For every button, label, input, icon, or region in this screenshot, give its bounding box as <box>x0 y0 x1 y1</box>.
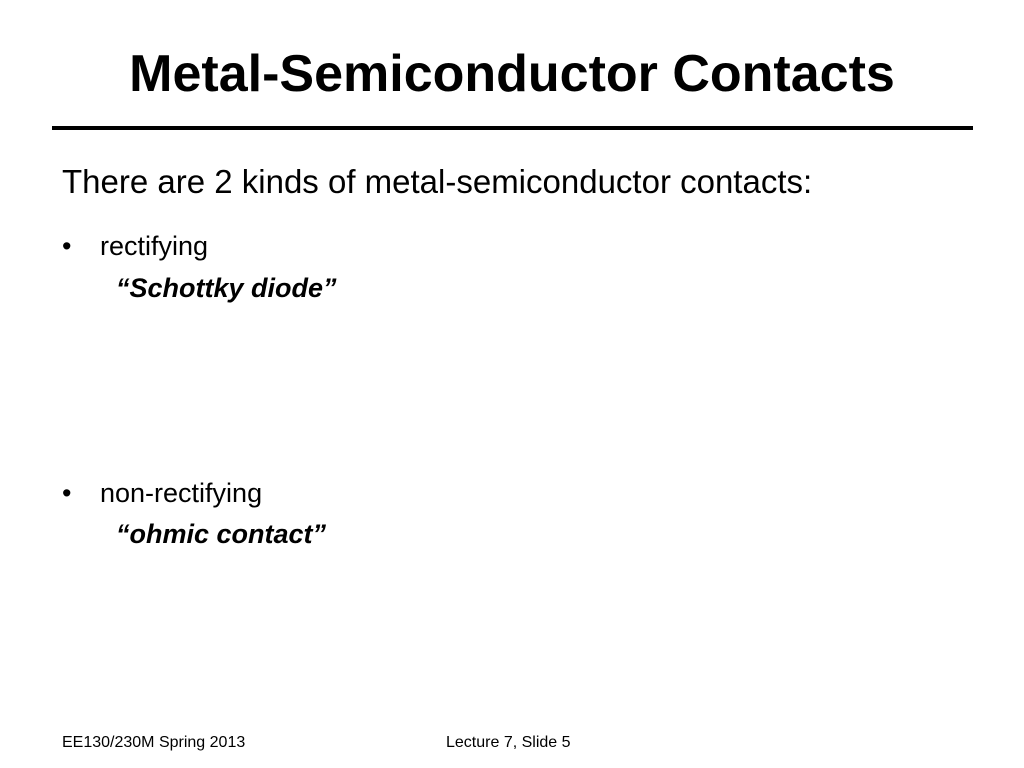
slide-title: Metal-Semiconductor Contacts <box>129 45 895 103</box>
bullet-item <box>62 228 208 264</box>
footer-slide-number: Lecture 7, Slide 5 <box>446 734 571 751</box>
bullet-subtext: “ohmic contact” <box>116 519 327 549</box>
title-divider <box>52 126 973 130</box>
bullet-subtext: “Schottky diode” <box>116 273 337 303</box>
intro-text: There are 2 kinds of metal-semiconductor contacts: <box>62 163 813 200</box>
bullet-item <box>62 475 262 511</box>
bullet-label: non-rectifying <box>100 478 263 508</box>
bullet-dot: • <box>62 478 72 508</box>
footer-course: EE130/230M Spring 2013 <box>62 734 246 751</box>
bullet-label: rectifying <box>100 231 209 261</box>
bullet-dot: • <box>62 231 72 261</box>
